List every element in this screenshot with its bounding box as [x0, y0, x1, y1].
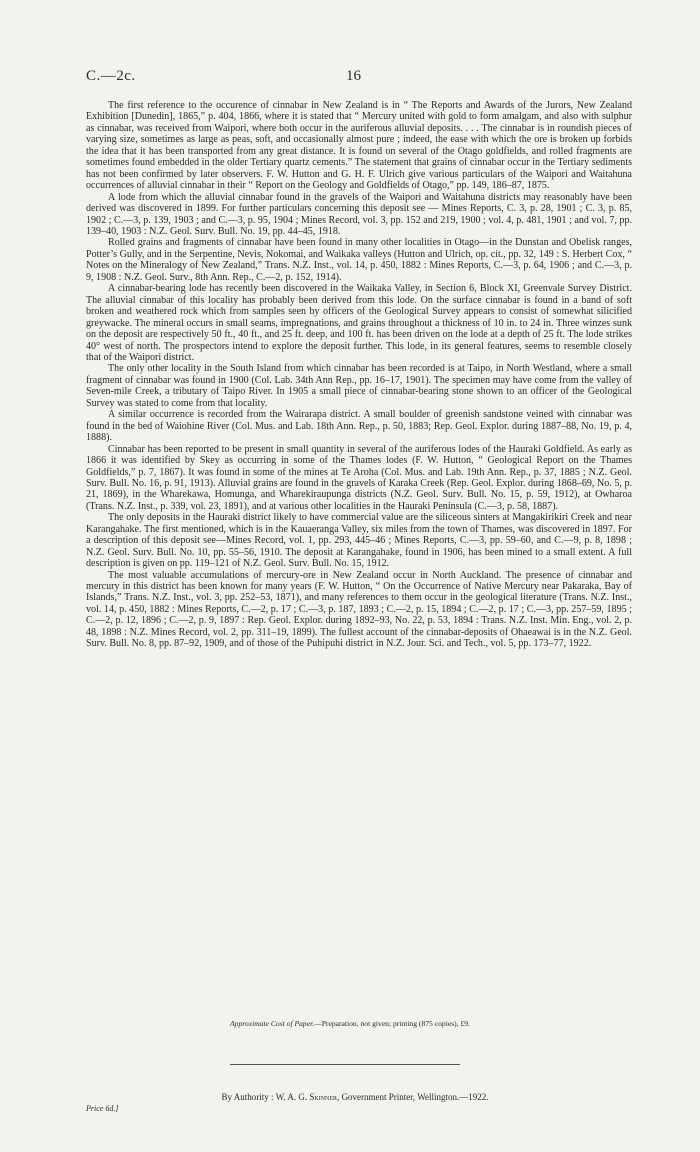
paragraph: The only other locality in the South Island from which cinnabar has been recorded is at Taipo, in North Westland, where a small fragment of cinnabar was found in 1900 (Col. Lab. 34th Ann Rep., pp. 16–17, 1901). The specimen may have come from the valley of Seven-mile Creek, a tributary of Taipo River. In 1905 a small piece of cinnabar-bearing stone shown to an officer of the Geological Survey was stated to come from that locality.: [86, 363, 632, 409]
divider-rule: [230, 1064, 460, 1065]
cost-text: —Preparation, not given; printing (875 copies), £9.: [314, 1019, 470, 1028]
paragraph: A cinnabar-bearing lode has recently been discovered in the Waikaka Valley, in Section 6, Block XI, Greenvale Survey District. The alluvial cinnabar of this locality has probably been derived from this lode. On the surface cinnabar is found in a band of soft broken and weathered rock which from samples seen by officers of the Geological Survey appears to consist of somewhat silicified greywacke. The mineral occurs in small seams, impregnations, and grains throughout a thickness of 10 in. to 24 in. Three winzes sunk on the deposit are respectively 50 ft., 40 ft., and 25 ft. deep, and 100 ft. has been driven on the lode at a depth of 25 ft. The lode strikes 40° west of north. The prospectors intend to explore the deposit further. This lode, in its general features, seems to resemble closely that of the Waipori district.: [86, 283, 632, 363]
report-reference: C.—2c.: [86, 68, 136, 84]
printer-imprint: [145, 1092, 565, 1102]
article-body: [86, 100, 632, 650]
paragraph: Rolled grains and fragments of cinnabar have been found in many other localities in Otago—in the Dunstan and Obelisk ranges, Potter’s Gully, and in the Serpentine, Nevis, Nokomai, and Waikaka valleys (Hutton and Ulrich, op. cit., pp. 32, 149 : S. Herbert Cox, “ Notes on the Mineralogy of New Zealand,” Trans. N.Z. Inst., vol. 14, p. 450, 1882 : Mines Reports, C.—3, p. 64, 1906 ; and C.—3, p. 9, 1908 : N.Z. Geol. Surv., 8th Ann. Rep., C.—2, p. 152, 1914).: [86, 237, 632, 283]
price-note: Price 6d.]: [86, 1104, 119, 1113]
page-number: 16: [346, 68, 361, 84]
page-header: [86, 68, 631, 88]
paragraph: The only deposits in the Hauraki district likely to have commercial value are the siliceous sinters at Mangakirikiri Creek and near Karangahake. The first mentioned, which is in the Kauaeranga Valley, six miles from the town of Thames, was discovered in 1897. For a description of this deposit see—Mines Record, vol. 1, pp. 293, 445–46 ; Mines Reports, C.—3, pp. 59–60, and C.—9, p. 8, 1898 ; N.Z. Geol. Surv. Bull. No. 10, pp. 55–56, 1910. The deposit at Karangahake, found in 1906, has been mined to a small extent. A full description is given on pp. 119–121 of N.Z. Geol. Surv. Bull. No. 15, 1912.: [86, 512, 632, 570]
paragraph: A lode from which the alluvial cinnabar found in the gravels of the Waipori and Waitahuna districts may reasonably have been derived was discovered in 1899. For further particulars concerning this deposit see — Mines Reports, C. 3, p. 28, 1901 ; C. 3, p. 85, 1902 ; C.—3, p. 139, 1903 ; and C.—3, p. 95, 1904 ; Mines Record, vol. 3, pp. 152 and 219, 1900 ; vol. 4, p. 481, 1901 ; and vol. 7, pp. 139–40, 1903 : N.Z. Geol. Surv. Bull. No. 19, pp. 44–45, 1918.: [86, 191, 632, 237]
cost-label: Approximate Cost of Paper.: [230, 1019, 315, 1028]
authority-suffix: Government Printer, Wellington.—1922.: [341, 1092, 489, 1102]
printer-name: W. A. G. Skinner,: [275, 1092, 340, 1102]
paragraph: The most valuable accumulations of mercury-ore in New Zealand occur in North Auckland. The presence of cinnabar and mercury in this district has been known for many years (F. W. Hutton, “ On the Occurrence of Native Mercury near Pakaraka, Bay of Islands,” Trans. N.Z. Inst., vol. 3, pp. 252–53, 1871), and many references to them occur in the geological literature (Trans. N.Z. Inst., vol. 14, p. 450, 1882 : Mines Reports, C.—2, p. 17 ; C.—3, p. 187, 1893 ; C.—2, p. 15, 1894 ; C.—2, p. 17 ; C.—3, pp. 257–59, 1895 ; C.—2, p. 12, 1896 ; C.—2, p. 9, 1897 : Rep. Geol. Explor. during 1892–93, No. 22, p. 53, 1894 : Trans. N.Z. Inst. Min. Eng., vol. 2, p. 48, 1898 : N.Z. Mines Record, vol. 2, pp. 311–19, 1899). The fullest account of the cinnabar-deposits of Ohaeawai is in the N.Z. Geol. Surv. Bull. No. 8, pp. 87–92, 1909, and of those of the Puhipuhi district in N.Z. Jour. Sci. and Tech., vol. 5, pp. 173–77, 1922.: [86, 569, 632, 650]
paragraph: The first reference to the occurence of cinnabar in New Zealand is in “ The Reports and Awards of the Jurors, New Zealand Exhibition [Dunedin], 1865,” p. 404, 1866, where it is stated that “ Mercury united with gold to form amalgam, and also with sulphur as cinnabar, was received from Waipori, where both occur in the auriferous alluvial deposits. . . . The cinnabar is in roundish pieces of varying size, sometimes as large as peas, soft, and occasionally almost pure ; indeed, the ease with which the ore is broken up forbids the idea that it has been transported from any great distance. It is found on several of the Otago goldfields, and rolled fragments are sometimes found embedded in the older Tertiary quartz cements.” The statement that grains of cinnabar occur in the Tertiary sediments has not been confirmed by later observers. F. W. Hutton and G. H. F. Ulrich give various particulars of the Waipori and Waitahuna occurrences of alluvial cinnabar in their “ Report on the Geology and Goldfields of Otago,” pp. 149, 186–87, 1875.: [86, 100, 632, 192]
paragraph: A similar occurrence is recorded from the Wairarapa district. A small boulder of greenish sandstone veined with cinnabar was found in the bed of Waiohine River (Col. Mus. and Lab. 18th Ann. Rep., p. 50, 1883; Rep. Geol. Explor. during 1887–88, No. 19, p. 4, 1888).: [86, 409, 632, 444]
cost-of-paper-note: [150, 1019, 550, 1028]
paragraph: Cinnabar has been reported to be present in small quantity in several of the auriferous lodes of the Hauraki Goldfield. As early as 1866 it was identified by Skey as occurring in some of the Thames lodes (F. W. Hutton, “ Geological Report on the Thames Goldfields,” p. 7, 1867). It was found in some of the mines at Te Aroha (Col. Mus. and Lab. 19th Ann. Rep., p. 37, 1885 ; N.Z. Geol. Surv. Bull. No. 16, p. 91, 1913). Alluvial grains are found in the gravels of Karaka Creek (Rep. Geol. Explor. during 1868–69, No. 5, p. 21, 1869), in the Wharekawa, Homunga, and Wharekiraupunga districts (N.Z. Geol. Surv. Bull. No. 15, p. 59, 1912), at Owharoa (Trans. N.Z. Inst., p. 339, vol. 23, 1891), and at various other localities in the Hauraki Peninsula (C.—3, p. 58, 1887).: [86, 443, 632, 512]
authority-prefix: By Authority :: [221, 1092, 274, 1102]
